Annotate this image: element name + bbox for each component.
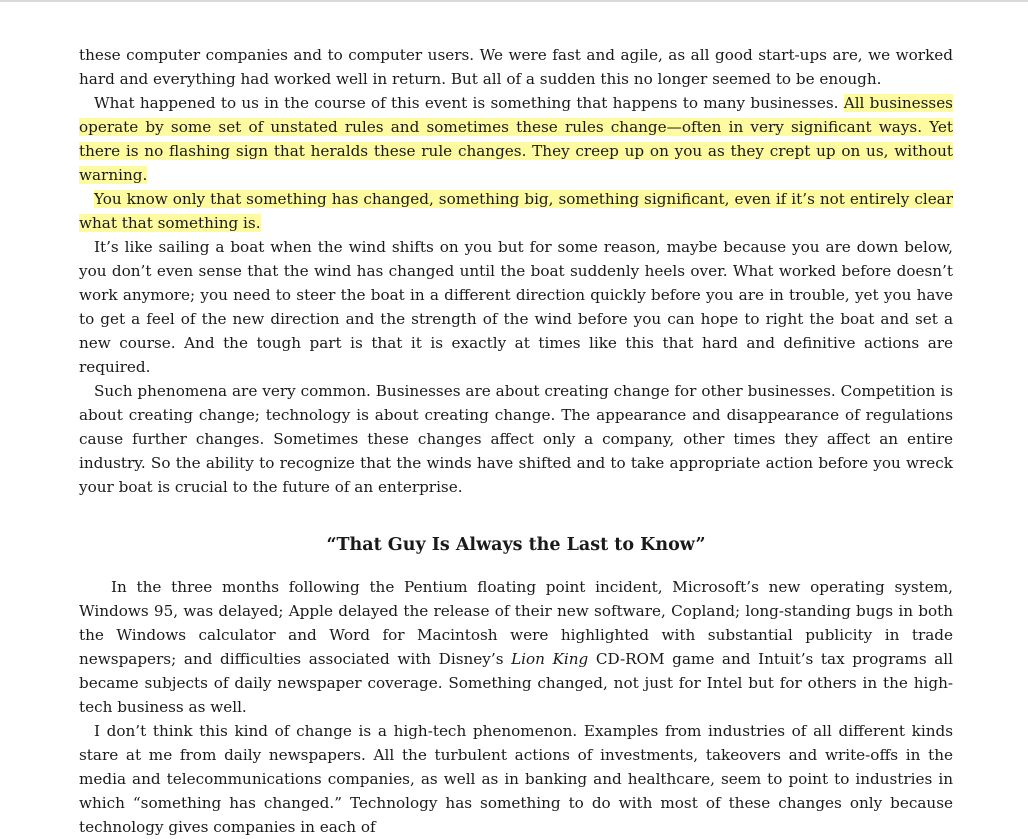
paragraph-text: I don’t think this kind of change is a high-tech phenomenon. Examples from industries of all different kinds stare at me from daily newspapers. All the turbulent actions of investments, takeovers and write-offs in the media and telecommunications companies, as well as in banking and healthcare, seem to point to industries in which “something has changed.” Technology has something to do with most of these changes only because technology gives companies in each of	[79, 722, 953, 836]
highlighted-text[interactable]: You know only that something has changed, something big, something significant, even if it’s not entirely clear what that something is.	[79, 190, 953, 232]
paragraph-text: It’s like sailing a boat when the wind shifts on you but for some reason, maybe because you are down below, you don’t even sense that the wind has changed until the boat suddenly heels over. What worked before doesn’t work anymore; you need to steer the boat in a different direction quickly before you are in trouble, yet you have to get a feel of the new direction and the strength of the wind before you can hope to right the boat and set a new course. And the tough part is that it is exactly at times like this that hard and definitive actions are required.	[79, 238, 953, 376]
text-block-bottom	[79, 575, 953, 839]
paragraph-text: What happened to us in the course of this event is something that happens to many businesses.	[94, 94, 844, 112]
spacer	[79, 557, 953, 575]
section-heading: “That Guy Is Always the Last to Know”	[326, 535, 706, 555]
paragraph	[79, 187, 953, 235]
paragraph	[79, 719, 953, 839]
paragraph	[79, 379, 953, 499]
document-page	[79, 43, 953, 839]
paragraph-text: CD-ROM game and Intuit’s tax programs all became subjects of daily newspaper coverage. Something changed, not just for Intel but for others in the high-tech business as well.	[79, 650, 953, 716]
text-block-top	[79, 43, 953, 499]
paragraph	[79, 575, 953, 719]
highlighted-text[interactable]: All businesses operate by some set of unstated rules and sometimes these rules change—often in very significant ways. Yet there is no flashing sign that heralds these rule changes. They creep up on you as they crept up on us, without warning.	[79, 94, 953, 184]
paragraph-text: Such phenomena are very common. Businesses are about creating change for other businesses. Competition is about creating change; technology is about creating change. The appearance and disappearance of regulations cause further changes. Sometimes these changes affect only a company, other times they affect an entire industry. So the ability to recognize that the winds have shifted and to take appropriate action before you wreck your boat is crucial to the future of an enterprise.	[79, 382, 953, 496]
paragraph	[79, 91, 953, 187]
paragraph-text: these computer companies and to computer users. We were fast and agile, as all good start-ups are, we worked hard and everything had worked well in return. But all of a sudden this no longer seemed to be enough.	[79, 46, 953, 88]
paragraph-text: In the three months following the Pentium floating point incident, Microsoft’s new operating system, Windows 95, was delayed; Apple delayed the release of their new software, Copland; long-standing bugs in both the Windows calculator and Word for Macintosh were highlighted with substantial publicity in trade newspapers; and difficulties associated with Disney’s	[79, 578, 953, 668]
paragraph	[79, 43, 953, 91]
spacer	[79, 499, 953, 533]
paragraph	[79, 235, 953, 379]
italic-title: Lion King	[511, 650, 589, 668]
